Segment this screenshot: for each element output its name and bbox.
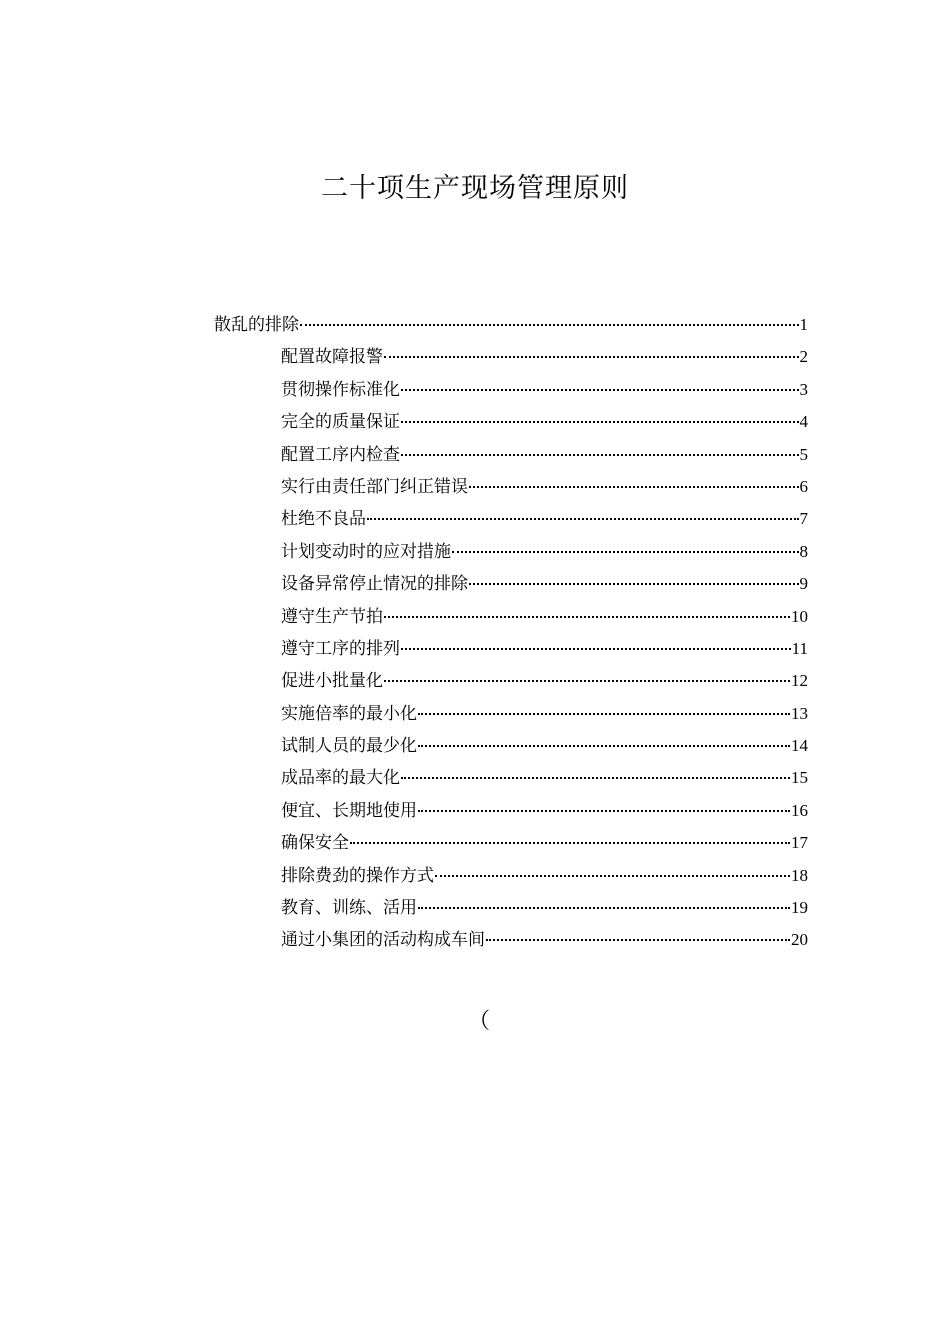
toc-entry[interactable] <box>214 474 808 506</box>
toc-dot-leader <box>401 777 790 779</box>
toc-entry[interactable] <box>214 701 808 733</box>
toc-page-number: 14 <box>791 736 808 756</box>
toc-entry-text: 成品率的最大化 <box>281 768 400 789</box>
toc-page-number: 18 <box>791 865 808 885</box>
toc-entry-text: 试制人员的最少化 <box>281 736 417 757</box>
toc-entry[interactable] <box>214 312 808 344</box>
toc-page-number: 17 <box>791 833 808 853</box>
toc-entry[interactable] <box>214 636 808 668</box>
toc-entry[interactable] <box>214 895 808 927</box>
toc-entry[interactable] <box>214 798 808 830</box>
toc-dot-leader <box>367 518 799 520</box>
toc-page-number: 11 <box>791 638 808 658</box>
toc-entry-text: 实施倍率的最小化 <box>281 703 417 724</box>
toc-page-number: 15 <box>791 768 808 788</box>
toc-dot-leader <box>384 680 790 682</box>
toc-page-number: 6 <box>799 476 808 496</box>
toc-dot-leader <box>469 486 799 488</box>
toc-entry-text: 贯彻操作标准化 <box>281 379 400 400</box>
toc-entry-text: 教育、训练、活用 <box>281 898 417 919</box>
toc-dot-leader <box>418 745 790 747</box>
toc-entry[interactable] <box>214 377 808 409</box>
toc-dot-leader <box>418 907 790 909</box>
toc-dot-leader <box>486 939 790 941</box>
toc-entry-text: 遵守工序的排列 <box>281 638 400 659</box>
toc-entry-text: 便宜、长期地使用 <box>281 800 417 821</box>
footer-mark: （ <box>467 1009 490 1034</box>
toc-entry-text: 配置工序内检查 <box>281 444 400 465</box>
toc-page-number: 16 <box>791 800 808 820</box>
toc-page-number: 9 <box>799 574 808 594</box>
toc-entry-text: 设备异常停止情况的排除 <box>281 574 468 595</box>
toc-dot-leader <box>401 454 799 456</box>
toc-entry-text: 配置故障报警 <box>281 347 383 368</box>
toc-dot-leader <box>384 356 799 358</box>
toc-entry[interactable] <box>214 927 808 959</box>
toc-page-number: 19 <box>791 898 808 918</box>
toc-entry-text: 散乱的排除 <box>214 315 299 335</box>
toc-dot-leader <box>418 810 790 812</box>
toc-entry[interactable] <box>214 442 808 474</box>
toc-dot-leader <box>418 713 790 715</box>
toc-entry[interactable] <box>214 830 808 862</box>
toc-entry[interactable] <box>214 506 808 538</box>
toc-page-number: 12 <box>791 671 808 691</box>
toc-entry-text: 杜绝不良品 <box>281 509 366 530</box>
toc-page-number: 1 <box>799 315 808 334</box>
toc-dot-leader <box>401 389 799 391</box>
toc-dot-leader <box>401 648 791 650</box>
toc-dot-leader <box>401 421 799 423</box>
toc-dot-leader <box>452 551 799 553</box>
toc-entry[interactable] <box>214 765 808 797</box>
toc-entry[interactable] <box>214 733 808 765</box>
toc-page-number: 5 <box>799 444 808 464</box>
toc-dot-leader <box>469 583 799 585</box>
toc-entry-text: 排除费劲的操作方式 <box>281 865 434 886</box>
toc-entry[interactable] <box>214 863 808 895</box>
toc-page-number: 13 <box>791 703 808 723</box>
toc-dot-leader <box>300 324 799 326</box>
toc-entry-text: 遵守生产节拍 <box>281 606 383 627</box>
toc-page-number: 10 <box>791 606 808 626</box>
toc-entry[interactable] <box>214 668 808 700</box>
toc-entry[interactable] <box>214 344 808 376</box>
toc-page-number: 8 <box>799 541 808 561</box>
toc-entry[interactable] <box>214 539 808 571</box>
toc-dot-leader <box>350 842 790 844</box>
toc-entry-text: 通过小集团的活动构成车间 <box>281 930 485 951</box>
toc-dot-leader <box>384 616 790 618</box>
toc-entry[interactable] <box>214 604 808 636</box>
toc-page-number: 3 <box>799 379 808 399</box>
toc-entry[interactable] <box>214 409 808 441</box>
toc-entry-text: 完全的质量保证 <box>281 412 400 433</box>
toc-page-number: 4 <box>799 412 808 432</box>
page-title: 二十项生产现场管理原则 <box>321 173 629 204</box>
toc-entry[interactable] <box>214 571 808 603</box>
table-of-contents <box>214 312 808 960</box>
toc-entry-text: 计划变动时的应对措施 <box>281 541 451 562</box>
toc-page-number: 2 <box>799 347 808 367</box>
toc-entry-text: 确保安全 <box>281 833 349 854</box>
toc-page-number: 7 <box>799 509 808 529</box>
toc-page-number: 20 <box>791 930 808 950</box>
toc-entry-text: 促进小批量化 <box>281 671 383 692</box>
toc-dot-leader <box>435 875 790 877</box>
toc-entry-text: 实行由责任部门纠正错误 <box>281 476 468 497</box>
